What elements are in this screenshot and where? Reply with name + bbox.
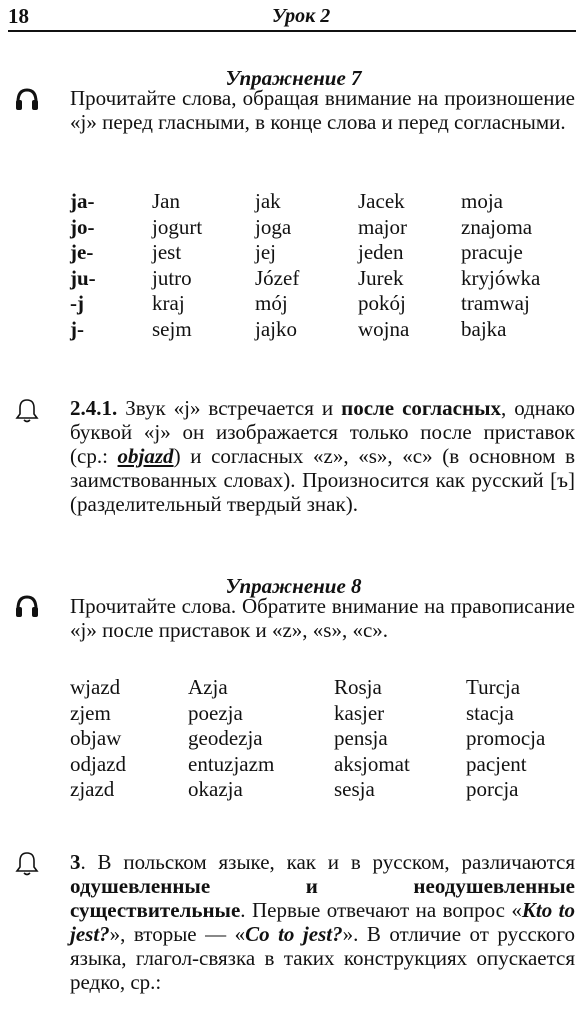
word-cell: Jan: [152, 189, 180, 213]
letter-pattern: ja-: [70, 189, 95, 213]
page-number: 18: [8, 4, 29, 28]
word-cell: bajka: [461, 316, 507, 341]
headphones-icon: [14, 594, 40, 620]
word-cell: geodezja: [188, 726, 263, 750]
word-cell: moja: [461, 189, 503, 213]
note-emphasis: после согласных: [341, 396, 501, 420]
question-co: Co to jest?: [245, 922, 343, 946]
word-row: [70, 777, 576, 803]
word-cell: objaw: [70, 726, 122, 750]
word-row: [70, 726, 576, 752]
word-cell: aksjomat: [334, 751, 410, 776]
word-cell: stacja: [466, 700, 514, 725]
word-cell: jajko: [255, 316, 297, 341]
word-cell: jej: [255, 240, 276, 264]
word-cell: kraj: [152, 291, 185, 315]
word-cell: pracuje: [461, 240, 523, 264]
header-rule: [8, 30, 576, 32]
note-text: . Первые отвечают на вопрос «: [240, 898, 522, 922]
note-number: 2.4.1.: [70, 396, 118, 420]
letter-pattern: -j: [70, 291, 84, 315]
exercise-7-title: Упражнение 7: [225, 66, 362, 90]
bell-icon: [14, 397, 40, 423]
word-cell: entuzjazm: [188, 751, 275, 776]
letter-pattern: je-: [70, 240, 94, 264]
word-cell: sesja: [334, 777, 375, 801]
word-cell: Azja: [188, 675, 228, 699]
word-cell: Rosja: [334, 675, 382, 699]
word-row: [70, 266, 561, 292]
note-example-word: objazd: [117, 444, 174, 468]
question-kto: Kto to jest?: [70, 898, 575, 946]
note-text: , однако буквой «j» он изображается только после приставок (ср.:: [70, 396, 575, 468]
word-cell: major: [358, 214, 407, 239]
word-cell: poezja: [188, 700, 243, 725]
note-number: 3: [70, 850, 81, 874]
exercise-8-title: Упражнение 8: [225, 574, 362, 598]
word-cell: jeden: [358, 240, 404, 264]
note-2-4-1: [70, 396, 575, 516]
word-row: [70, 215, 561, 241]
note-3: [70, 850, 575, 994]
letter-pattern: ju-: [70, 265, 96, 290]
word-cell: kryjówka: [461, 265, 541, 290]
word-row: [70, 701, 576, 727]
word-cell: pacjent: [466, 751, 527, 776]
word-row: [70, 291, 561, 317]
exercise-8-instruction: Прочитайте слова. Обратите внимание на правописание «j» после приставок и «z», «s», «c».: [70, 594, 575, 642]
note-text: . В польском языке, как и в русском, различаются: [80, 850, 575, 874]
running-head: [8, 4, 576, 32]
exercise-7-word-table: [70, 189, 561, 342]
word-cell: joga: [255, 214, 292, 239]
word-cell: pensja: [334, 726, 388, 750]
word-cell: Turcja: [466, 675, 521, 699]
word-cell: znajoma: [461, 214, 533, 239]
word-cell: jogurt: [152, 214, 203, 239]
headphones-icon: [14, 87, 40, 113]
word-cell: okazja: [188, 777, 243, 801]
note-text: », вторые — «: [109, 922, 246, 946]
word-cell: jest: [152, 240, 182, 264]
word-row: [70, 240, 561, 266]
note-text: ) и согласных «z», «s», «c» (в основном в заимствованных словах). Произносится как русский [ъ] (разделительный твердый знак).: [70, 444, 575, 516]
word-cell: Józef: [255, 265, 300, 290]
letter-pattern: j-: [70, 316, 84, 341]
word-cell: jak: [255, 189, 281, 213]
word-cell: jutro: [152, 265, 192, 290]
word-row: [70, 317, 561, 343]
word-cell: tramwaj: [461, 291, 530, 315]
letter-pattern: jo-: [70, 214, 95, 239]
word-cell: zjem: [70, 700, 111, 725]
chapter-title: Урок 2: [272, 5, 331, 27]
exercise-8-word-table: [70, 675, 576, 803]
word-cell: kasjer: [334, 700, 385, 725]
word-row: [70, 675, 576, 701]
word-cell: Jurek: [358, 265, 404, 290]
word-row: [70, 189, 561, 215]
note-text: ». В отличие от русского языка, глагол-связка в таких конструкциях опускается редко, ср.:: [70, 922, 575, 994]
word-cell: pokój: [358, 291, 406, 315]
word-row: [70, 752, 576, 778]
word-cell: promocja: [466, 726, 546, 750]
word-cell: wjazd: [70, 675, 121, 699]
note-text: Звук «j» встречается и: [117, 396, 342, 420]
word-cell: mój: [255, 291, 288, 315]
word-cell: zjazd: [70, 777, 115, 801]
bell-icon: [14, 850, 40, 876]
word-cell: porcja: [466, 777, 519, 801]
word-cell: sejm: [152, 316, 192, 341]
word-cell: odjazd: [70, 751, 126, 776]
word-cell: wojna: [358, 316, 410, 341]
exercise-7-instruction: Прочитайте слова, обращая внимание на произношение «j» перед гласными, в конце слова и перед согласными.: [70, 86, 575, 134]
note-emphasis: одушевленные и неодушевленные существительные: [70, 874, 575, 922]
word-cell: Jacek: [358, 189, 405, 213]
